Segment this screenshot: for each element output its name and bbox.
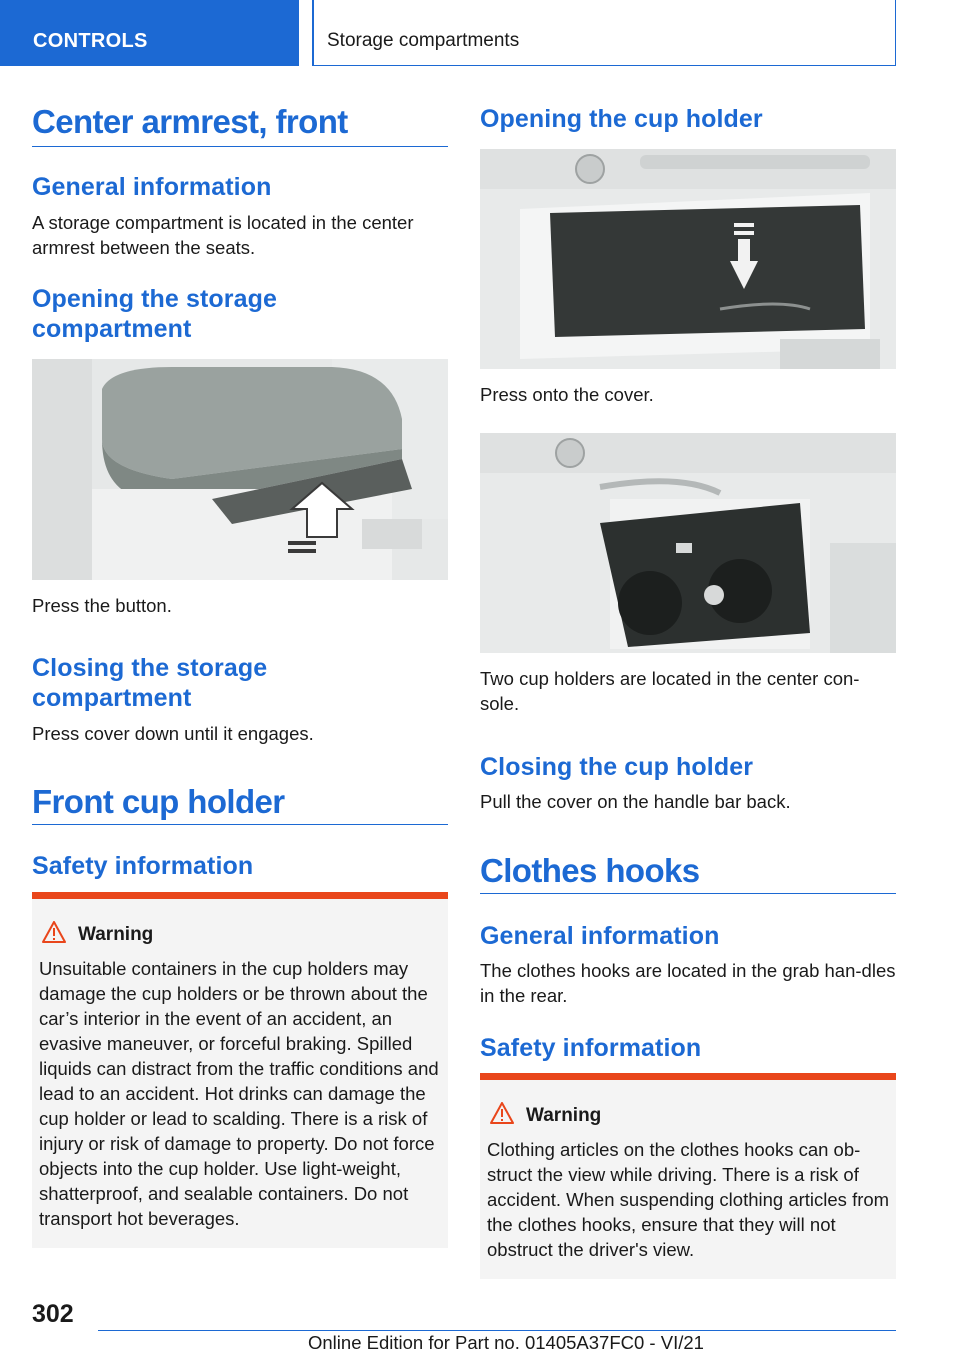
opening-cup-heading: Opening the cup holder	[480, 105, 763, 133]
warning-text: Unsuitable containers in the cup holders may damage the cup holders or be thrown about the car’s interior in the event of an accident, an evasive maneuver, or forceful braking. Spilled liquids can distract from the traffic conditions and lead to an accident. Hot drinks can damage the cup holder or lead to scalding. There is a risk of injury or risk of damage to property. Do not force objects into the cup holder. Use light-weight, shatterproof, and sealable containers. Do not transport hot beverages.	[39, 958, 439, 1229]
hooks-warning-text: Clothing articles on the clothes hooks can ob-struct the view while driving. There is a risk of accident. When suspending clothing articles from the clothes hooks, ensure that they will not obstruct the driver's view.	[487, 1139, 890, 1260]
warning-box	[32, 892, 448, 1248]
hooks-warning-box	[480, 1073, 896, 1279]
footer-rule	[98, 1330, 896, 1331]
safety-heading: Safety information	[32, 852, 254, 880]
two-cup-caption: Two cup holders are located in the center con-sole.	[480, 668, 860, 714]
closing-cup-text: Pull the cover on the handle bar back.	[480, 791, 791, 812]
warning-title: Warning	[78, 924, 154, 945]
chapter-tab[interactable]	[312, 0, 896, 66]
warning-triangle-icon	[42, 921, 66, 943]
opening-heading: Opening the storage compartment	[32, 285, 277, 343]
title-rule	[32, 146, 448, 147]
closing-text: Press cover down until it engages.	[32, 723, 314, 744]
closing-heading: Closing the storage compartment	[32, 654, 268, 712]
cup-cover-illustration	[480, 149, 896, 369]
hooks-warning-title: Warning	[526, 1105, 602, 1126]
cup-holders-illustration	[480, 433, 896, 653]
section-label: CONTROLS	[33, 30, 148, 52]
warning-triangle-icon	[490, 1102, 514, 1124]
general-heading: General information	[32, 173, 272, 201]
cupholder-title: Front cup holder	[32, 783, 285, 820]
opening-caption: Press the button.	[32, 595, 172, 616]
hooks-safety-heading: Safety information	[480, 1034, 702, 1062]
cupholder-rule	[32, 824, 448, 825]
hooks-rule	[480, 893, 896, 894]
closing-cup-heading: Closing the cup holder	[480, 753, 754, 781]
hooks-title: Clothes hooks	[480, 852, 700, 889]
hooks-general-text: The clothes hooks are located in the grab han-dles in the rear.	[480, 960, 896, 1006]
armrest-illustration	[32, 359, 448, 580]
page-number: 302	[32, 1300, 74, 1328]
chapter-label: Storage compartments	[327, 30, 520, 51]
section-tab[interactable]	[0, 0, 299, 66]
press-cover-caption: Press onto the cover.	[480, 384, 654, 405]
page-header	[0, 0, 960, 66]
armrest-title: Center armrest, front	[32, 103, 348, 140]
hooks-general-heading: General information	[480, 922, 720, 950]
general-text: A storage compartment is located in the center armrest between the seats.	[32, 212, 414, 258]
footer-edition: Online Edition for Part no. 01405A37FC0 - VI/21	[308, 1332, 704, 1353]
